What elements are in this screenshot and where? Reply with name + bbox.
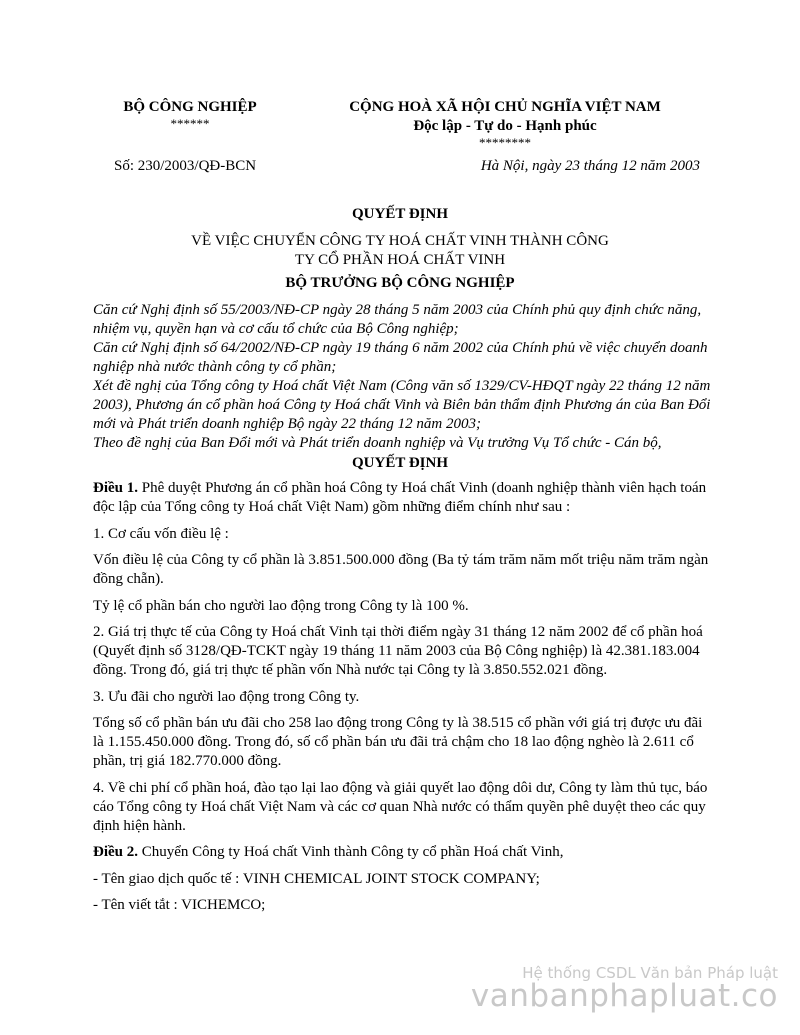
article-2	[93, 843, 713, 862]
legal-basis-item: Theo đề nghị của Ban Đổi mới và Phát triển doanh nghiệp và Vụ trưởng Vụ Tổ chức - Cán bộ,	[93, 435, 662, 451]
legal-basis-item: Căn cứ Nghị định số 55/2003/NĐ-CP ngày 28 tháng 5 năm 2003 của Chính phủ quy định chức năng, nhiệm vụ, quyền hạn và cơ cấu tổ chức của Bộ Công nghiệp;	[93, 302, 702, 337]
legal-bases	[93, 301, 713, 453]
body-paragraph: 1. Cơ cấu vốn điều lệ :	[93, 525, 229, 542]
national-header	[305, 98, 705, 150]
body-paragraph: Tỷ lệ cổ phần bán cho người lao động trong Công ty là 100 %.	[93, 597, 469, 614]
article-1	[93, 479, 713, 517]
legal-basis-item: Căn cứ Nghị định số 64/2002/NĐ-CP ngày 19 tháng 6 năm 2002 của Chính phủ về việc chuyển doanh nghiệp nhà nước thành công ty cổ phần;	[93, 340, 708, 375]
ministry-stars: ******	[170, 116, 210, 131]
article-1-text: Phê duyệt Phương án cổ phần hoá Công ty Hoá chất Vinh (doanh nghiệp thành viên hạch toán độc lập của Tổng công ty Hoá chất Việt Nam) gồm những điểm chính như sau :	[93, 480, 707, 515]
place-and-date: Hà Nội, ngày 23 tháng 12 năm 2003	[480, 158, 700, 174]
body-paragraph: Tổng số cổ phần bán ưu đãi cho 258 lao động trong Công ty là 38.515 cổ phần với giá trị được ưu đãi là 1.155.450.000 đồng. Trong đó, số cổ phần bán ưu đãi trả chậm cho 18 lao động nghèo là 2.611 cổ phần, trị giá 182.770.000 đồng.	[93, 715, 703, 769]
list-item: - Tên giao dịch quốc tế : VINH CHEMICAL JOINT STOCK COMPANY;	[93, 870, 540, 887]
body-paragraph: 2. Giá trị thực tế của Công ty Hoá chất Vinh tại thời điểm ngày 31 tháng 12 năm 2002 để cổ phần hoá (Quyết định số 3128/QĐ-TCKT ngày 19 tháng 11 năm 2003 của Bộ Công nghiệp) là 42.381.183.004 đồng. Trong đó, giá trị thực tế phần vốn Nhà nước tại Công ty là 3.850.552.021 đồng.	[93, 624, 703, 678]
watermark-site: vanbanphapluat.co	[470, 978, 778, 1014]
national-motto: Độc lập - Tự do - Hạnh phúc	[413, 118, 597, 134]
document-body	[93, 479, 713, 923]
article-2-text: Chuyển Công ty Hoá chất Vinh thành Công ty cổ phần Hoá chất Vinh,	[138, 844, 564, 860]
ministry-name: BỘ CÔNG NGHIỆP	[123, 99, 257, 115]
article-1-label: Điều 1.	[93, 480, 138, 496]
ministry-header	[100, 98, 280, 131]
body-paragraph: 3. Ưu đãi cho người lao động trong Công ty.	[93, 688, 360, 705]
legal-basis-item: Xét đề nghị của Tổng công ty Hoá chất Việt Nam (Công văn số 1329/CV-HĐQT ngày 22 tháng 12 năm 2003), Phương án cổ phần hoá Công ty Hoá chất Vinh và Biên bản thẩm định Phương án của Ban Đổi mới và Phát triển doanh nghiệp Bộ ngày 22 tháng 12 năm 2003;	[93, 378, 711, 432]
document-subject: VỀ VIỆC CHUYỂN CÔNG TY HOÁ CHẤT VINH THÀNH CÔNG TY CỔ PHẦN HOÁ CHẤT VINH	[191, 233, 609, 268]
body-paragraph: 4. Về chi phí cổ phần hoá, đào tạo lại lao động và giải quyết lao động dôi dư, Công ty làm thủ tục, báo cáo Tổng công ty Hoá chất Việt Nam và các cơ quan Nhà nước có thẩm quyền phê duyệt theo các quy định hiện hành.	[93, 779, 708, 834]
document-title: QUYẾT ĐỊNH	[352, 206, 448, 222]
decision-heading: QUYẾT ĐỊNH	[352, 455, 448, 471]
document-number: Số: 230/2003/QĐ-BCN	[114, 158, 257, 174]
motto-stars: ********	[479, 135, 531, 150]
issuer-title: BỘ TRƯỞNG BỘ CÔNG NGHIỆP	[285, 275, 515, 291]
nation-name: CỘNG HOÀ XÃ HỘI CHỦ NGHĨA VIỆT NAM	[349, 99, 661, 115]
article-2-label: Điều 2.	[93, 844, 138, 860]
watermark-caption: Hệ thống CSDL Văn bản Pháp luật	[522, 964, 778, 982]
body-paragraph: Vốn điều lệ của Công ty cổ phần là 3.851.500.000 đồng (Ba tỷ tám trăm năm mốt triệu năm trăm ngàn đồng chẵn).	[93, 552, 709, 587]
list-item: - Tên viết tắt : VICHEMCO;	[93, 897, 266, 913]
